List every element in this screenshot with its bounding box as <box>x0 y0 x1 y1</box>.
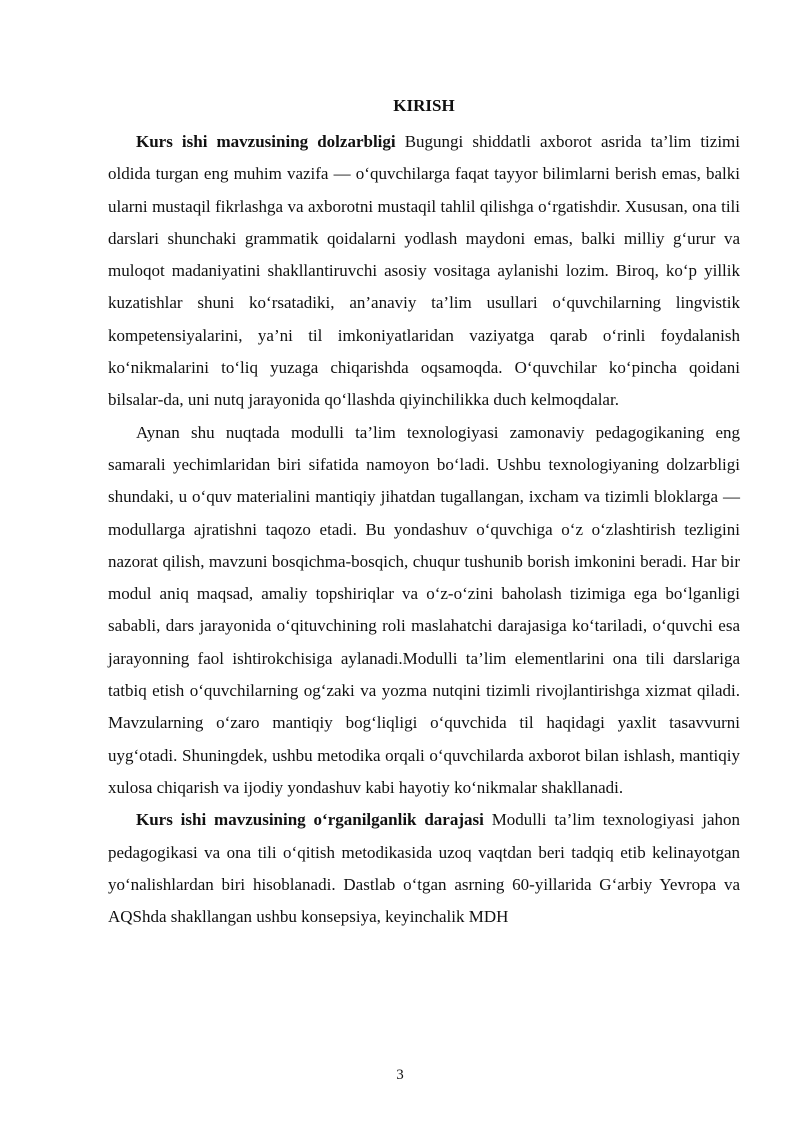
paragraph-text: Bugungi shiddatli axborot asrida ta’lim tizimi oldida turgan eng muhim vazifa — o‘quvchilarga faqat tayyor bilimlarni berish emas, balki ularni mustaqil fikrlashga va axborotni mustaqil tahlil qilishga o‘rgatishdir. Xususan, ona tili darslari shunchaki grammatik qoidalarni yodlash maydoni emas, balki milliy g‘urur va muloqot madaniyatini shakllantiruvchi asosiy vositaga aylanishi lozim. Biroq, ko‘p yillik kuzatishlar shuni ko‘rsatadiki, an’anaviy ta’lim usullari o‘quvchilarning lingvistik kompetensiyalarini, ya’ni til imkoniyatlaridan vaziyatga qarab o‘rinli foydalanish ko‘nikmalarini to‘liq yuzaga chiqarishda oqsamoqda. O‘quvchilar ko‘pincha qoidani bilsalar-da, uni nutq jarayonida qo‘llashda qiyinchilikka duch kelmoqdalar. <box>108 132 740 410</box>
paragraph-text: Modulli ta’lim texnologiyasi jahon pedagogikasi va ona tili o‘qitish metodikasida uzoq vaqtdan beri tadqiq etib kelinayotgan yo‘nalishlardan biri hisoblanadi. Dastlab o‘tgan asrning 60-yillarida G‘arbiy Yevropa va AQShda shakllangan ushbu konsepsiya, keyinchalik MDH <box>108 810 740 927</box>
section-title: KIRISH <box>393 96 455 115</box>
paragraph-lead: Kurs ishi mavzusining dolzarbligi <box>136 132 396 151</box>
page-number: 3 <box>396 1067 404 1083</box>
paragraph-text: Aynan shu nuqtada modulli ta’lim texnologiyasi zamonaviy pedagogikaning eng samarali yechimlaridan biri sifatida namoyon bo‘ladi. Ushbu texnologiyaning dolzarbligi shundaki, u o‘quv materialini mantiqiy jihatdan tugallangan, ixcham va tizimli bloklarga — modullarga ajratishni taqozo etadi. Bu yondashuv o‘quvchiga o‘z o‘zlashtirish tezligini nazorat qilish, mavzuni bosqichma-bosqich, chuqur tushunib borish imkonini beradi. Har bir modul aniq maqsad, amaliy topshiriqlar va o‘z-o‘zini baholash tizimiga ega bo‘lganligi sababli, dars jarayonida o‘qituvchining roli maslahatchi darajasiga ko‘tariladi, o‘quvchi esa jarayonning faol ishtirokchisiga aylanadi.Modulli ta’lim elementlarini ona tili darslariga tatbiq etish o‘quvchilarning og‘zaki va yozma nutqini tizimli rivojlantirishga xizmat qiladi. Mavzularning o‘zaro mantiqiy bog‘liqligi o‘quvchida til haqidagi yaxlit tasavvurni uyg‘otadi. Shuningdek, ushbu metodika orqali o‘quvchilarda axborot bilan ishlash, mantiqiy xulosa chiqarish va ijodiy yondashuv kabi hayotiy ko‘nikmalar shakllanadi. <box>108 422 740 797</box>
paragraph-research-level <box>108 804 740 933</box>
paragraph-relevance <box>108 126 740 417</box>
paragraph-lead: Kurs ishi mavzusining o‘rganilganlik darajasi <box>136 810 484 830</box>
body-text <box>108 126 740 933</box>
paragraph-modular-learning <box>108 417 740 805</box>
